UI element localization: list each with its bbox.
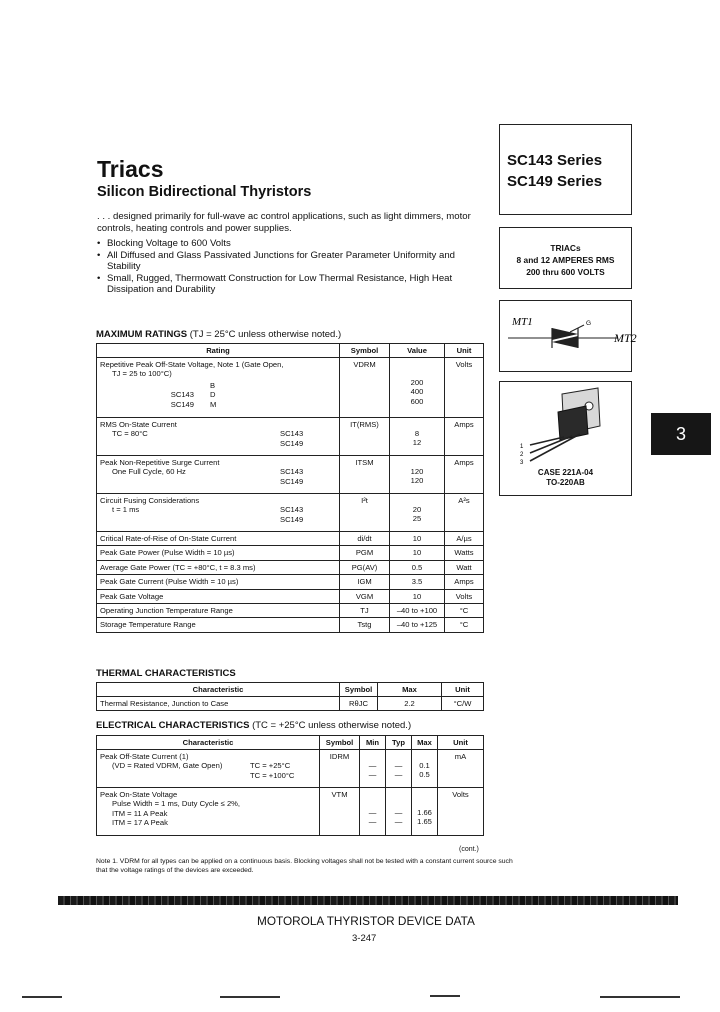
package-type: TO-220AB: [546, 478, 585, 487]
table-row: Repetitive Peak Off-State Voltage, Note 1 (Gate Open, TJ = 25 to 100°C) B SC143 D SC149 M VDRM 200 400 600 Volts: [97, 358, 484, 418]
table-row: Operating Junction Temperature Range TJ –40 to +100 °C: [97, 604, 484, 618]
table-header: Rating Symbol Value Unit: [97, 344, 484, 358]
page-title: Triacs: [97, 156, 164, 182]
electrical-title: ELECTRICAL CHARACTERISTICS (TC = +25°C unless otherwise noted.): [96, 720, 412, 731]
thermal-table: [96, 682, 484, 711]
feature-list: [97, 238, 489, 296]
package-case: CASE 221A-04: [537, 468, 594, 477]
scan-artifact: [600, 996, 680, 998]
electrical-table: [96, 735, 484, 836]
table-row: Peak Non-Repetitive Surge Current One Full Cycle, 60 Hz SC143 SC149 ITSM 120 120 Amps: [97, 456, 484, 494]
thermal-title: THERMAL CHARACTERISTICS: [96, 668, 236, 679]
max-ratings-table: [96, 343, 484, 633]
pin-3-label: 3: [520, 460, 524, 466]
max-ratings-title: MAXIMUM RATINGS (TJ = 25°C unless otherwise noted.): [96, 329, 342, 340]
table-row: Circuit Fusing Considerations t = 1 ms SC143 SC149 I²t 20 25 A²s: [97, 494, 484, 532]
table-row: Peak Off-State Current (1) (VD = Rated VDRM, Gate Open) TC = +25°C TC = +100°C IDRM — — — — 0.1 0.5 mA: [97, 750, 484, 788]
scan-artifact: [430, 995, 460, 997]
package-box: [499, 381, 632, 496]
table-row: Peak On-State Voltage Pulse Width = 1 ms, Duty Cycle ≤ 2%, ITM = 11 A Peak ITM = 17 A Peak VTM — — — — 1.66 1.65 Volts: [97, 788, 484, 836]
table-row: Storage Temperature Range Tstg –40 to +125 °C: [97, 618, 484, 632]
series-line-1: SC143 Series: [507, 152, 603, 169]
triac-symbol-box: [499, 300, 637, 372]
pin-1-label: 1: [520, 444, 524, 450]
section-tab: 3: [651, 413, 711, 455]
triac-symbol-icon: [500, 301, 637, 371]
mt2-label: MT2: [614, 331, 637, 345]
page-number: 3-247: [352, 933, 377, 944]
mt1-label: MT1: [512, 316, 533, 328]
footer-title: MOTOROLA THYRISTOR DEVICE DATA: [257, 914, 475, 928]
to220-package-icon: [500, 382, 631, 466]
spec-line-2: 8 and 12 AMPERES RMS: [516, 255, 615, 265]
footer-band: [58, 896, 678, 905]
series-box: [499, 124, 632, 215]
table-row: Peak Gate Current (Pulse Width = 10 µs) IGM 3.5 Amps: [97, 575, 484, 589]
scan-artifact: [220, 996, 280, 998]
table-row: Thermal Resistance, Junction to Case RθJC 2.2 °C/W: [97, 697, 484, 711]
table-row: Critical Rate-of-Rise of On-State Current di/dt 10 A/µs: [97, 532, 484, 546]
intro-text: . . . designed primarily for full-wave ac control applications, such as light dimmers, motor controls, heating controls and power supplies.: [97, 211, 471, 234]
gate-label: G: [586, 320, 592, 327]
spec-line-3: 200 thru 600 VOLTS: [526, 267, 605, 277]
page-subtitle: Silicon Bidirectional Thyristors: [97, 184, 312, 200]
series-line-2: SC149 Series: [507, 173, 603, 190]
bullet-icon: •: [97, 238, 101, 249]
table-row: RMS On-State Current TC = 80°C SC143 SC149 IT(RMS) 8 12 Amps: [97, 418, 484, 456]
pin-2-label: 2: [520, 452, 524, 458]
scan-artifact: [22, 996, 62, 998]
table-header: Characteristic Symbol Min Typ Max Unit: [97, 736, 484, 750]
footnote: Note 1. VDRM for all types can be applied on a continuous basis. Blocking voltages shall not be tested with a constant current source such that the voltage ratings of the devices are exceeded.: [96, 858, 513, 874]
feature-item: • All Diffused and Glass Passivated Junctions for Greater Parameter Uniformity and Stability: [97, 249, 456, 272]
spec-summary-box: [499, 227, 632, 289]
bullet-icon: •: [97, 249, 101, 261]
spec-line-1: TRIACs: [550, 243, 581, 253]
feature-item: • Small, Rugged, Thermowatt Construction for Low Thermal Resistance, High Heat Dissipation and Durability: [97, 272, 453, 295]
table-row: Peak Gate Voltage VGM 10 Volts: [97, 589, 484, 603]
table-row: Average Gate Power (TC = +80°C, t = 8.3 ms) PG(AV) 0.5 Watt: [97, 560, 484, 574]
feature-item: • Blocking Voltage to 600 Volts: [97, 238, 231, 249]
continued-label: (cont.): [459, 846, 479, 853]
bullet-icon: •: [97, 272, 101, 284]
table-row: Peak Gate Power (Pulse Width = 10 µs) PGM 10 Watts: [97, 546, 484, 560]
table-header: Characteristic Symbol Max Unit: [97, 683, 484, 697]
